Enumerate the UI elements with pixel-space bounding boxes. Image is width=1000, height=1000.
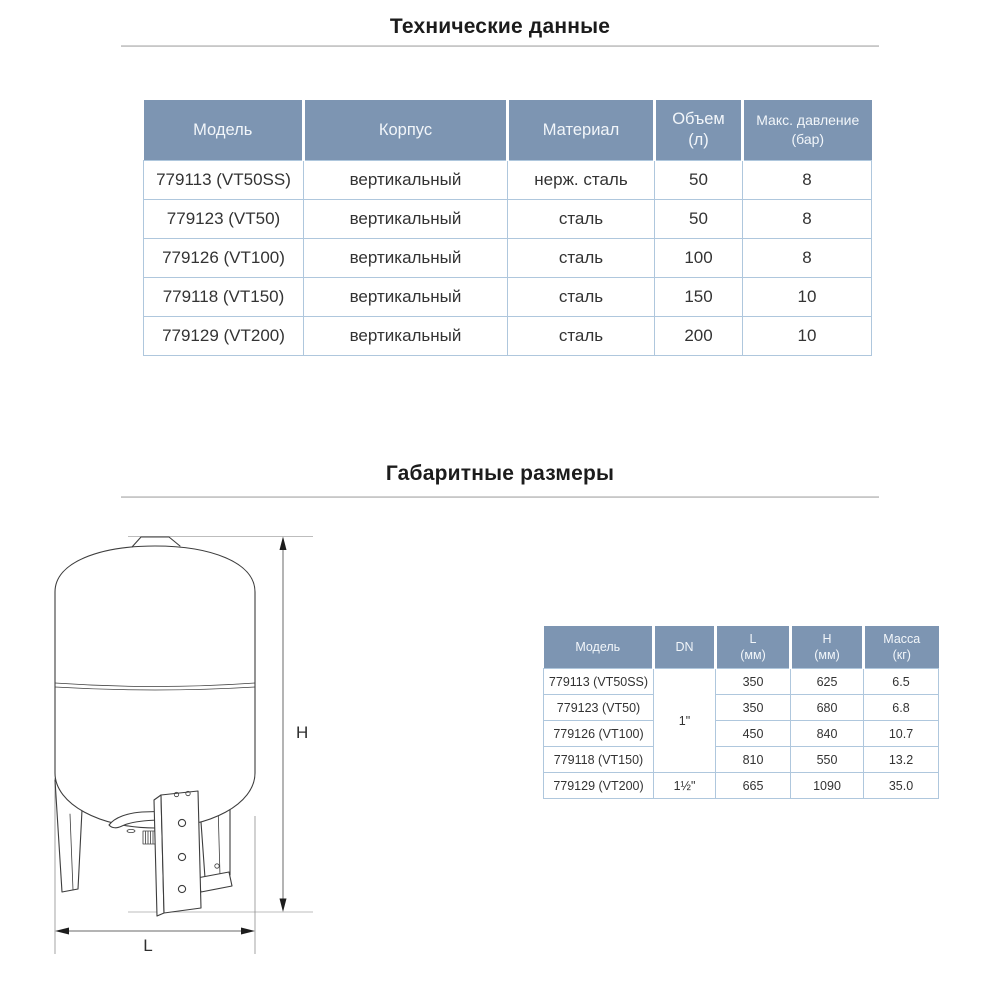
tech-section-divider xyxy=(121,45,879,47)
dim-model-cell: 779113 (VT50SS) xyxy=(544,669,654,695)
dim-h-cell: 550 xyxy=(791,747,864,773)
dim-table-header-cell: H (мм) xyxy=(791,626,864,669)
dim-mass-cell: 6.5 xyxy=(864,669,939,695)
dim-model-cell: 779126 (VT100) xyxy=(544,721,654,747)
tech-volume-cell: 50 xyxy=(655,161,743,200)
tech-pressure-cell: 8 xyxy=(743,161,872,200)
tech-model-cell: 779129 (VT200) xyxy=(144,317,304,356)
tech-material-cell: сталь xyxy=(508,200,655,239)
tech-data-table xyxy=(143,100,872,356)
dim-model-cell: 779118 (VT150) xyxy=(544,747,654,773)
dim-l-cell: 810 xyxy=(716,747,791,773)
tech-body-cell: вертикальный xyxy=(304,239,508,278)
l-dimension xyxy=(55,928,255,956)
tech-table-row xyxy=(144,161,872,200)
tech-model-cell: 779126 (VT100) xyxy=(144,239,304,278)
dim-table-header-cell: Модель xyxy=(544,626,654,669)
dim-h-cell: 1090 xyxy=(791,773,864,799)
l-dimension-label: L xyxy=(143,936,153,955)
tech-material-cell: нерж. сталь xyxy=(508,161,655,200)
tech-table-header-cell: Материал xyxy=(508,100,655,161)
dim-h-cell: 840 xyxy=(791,721,864,747)
dim-l-cell: 350 xyxy=(716,669,791,695)
tech-volume-cell: 200 xyxy=(655,317,743,356)
dim-table-row xyxy=(544,747,939,773)
tech-volume-cell: 100 xyxy=(655,239,743,278)
dim-table-header-cell: L (мм) xyxy=(716,626,791,669)
tech-body-cell: вертикальный xyxy=(304,200,508,239)
dim-table-row xyxy=(544,669,939,695)
tank-outline xyxy=(55,546,255,828)
dim-table-header-cell: DN xyxy=(654,626,716,669)
tech-table-header-cell: Модель xyxy=(144,100,304,161)
tech-model-cell: 779118 (VT150) xyxy=(144,278,304,317)
tech-pressure-cell: 10 xyxy=(743,317,872,356)
dim-l-cell: 665 xyxy=(716,773,791,799)
tech-pressure-cell: 10 xyxy=(743,278,872,317)
dim-dn-cell: 1" xyxy=(654,669,716,773)
tech-table-header-cell: Макс. давление (бар) xyxy=(743,100,872,161)
right-leg-foot xyxy=(197,872,232,892)
dim-table-row xyxy=(544,721,939,747)
tech-volume-cell: 50 xyxy=(655,200,743,239)
dim-l-cell: 350 xyxy=(716,695,791,721)
tech-body-cell: вертикальный xyxy=(304,278,508,317)
dim-model-cell: 779123 (VT50) xyxy=(544,695,654,721)
tech-material-cell: сталь xyxy=(508,239,655,278)
dim-mass-cell: 13.2 xyxy=(864,747,939,773)
dim-table-row xyxy=(544,773,939,799)
tech-table-row xyxy=(144,200,872,239)
dim-mass-cell: 10.7 xyxy=(864,721,939,747)
dim-mass-cell: 6.8 xyxy=(864,695,939,721)
dim-table-row xyxy=(544,695,939,721)
tech-body-cell: вертикальный xyxy=(304,161,508,200)
dims-section-divider xyxy=(121,496,879,498)
tech-body-cell: вертикальный xyxy=(304,317,508,356)
dims-section-title: Габаритные размеры xyxy=(385,462,615,485)
tech-table-row xyxy=(144,317,872,356)
dim-h-cell: 680 xyxy=(791,695,864,721)
tech-material-cell: сталь xyxy=(508,317,655,356)
tech-table-row xyxy=(144,278,872,317)
dimensions-table xyxy=(543,626,939,799)
mounting-bracket xyxy=(154,791,201,916)
h-dimension-label: H xyxy=(296,723,309,742)
tech-table-row xyxy=(144,239,872,278)
tech-model-cell: 779113 (VT50SS) xyxy=(144,161,304,200)
tech-pressure-cell: 8 xyxy=(743,200,872,239)
tech-table-header-row xyxy=(144,100,872,161)
tech-pressure-cell: 8 xyxy=(743,239,872,278)
dim-dn-cell: 1½" xyxy=(654,773,716,799)
tech-table-header-cell: Корпус xyxy=(304,100,508,161)
dim-mass-cell: 35.0 xyxy=(864,773,939,799)
dim-table-header-cell: Масса (кг) xyxy=(864,626,939,669)
dim-l-cell: 450 xyxy=(716,721,791,747)
tech-material-cell: сталь xyxy=(508,278,655,317)
tech-table-header-cell: Объем (л) xyxy=(655,100,743,161)
tech-model-cell: 779123 (VT50) xyxy=(144,200,304,239)
tech-volume-cell: 150 xyxy=(655,278,743,317)
tech-section-title: Технические данные xyxy=(389,15,611,38)
dim-h-cell: 625 xyxy=(791,669,864,695)
h-dimension xyxy=(280,537,309,913)
dim-table-header-row xyxy=(544,626,939,669)
dim-model-cell: 779129 (VT200) xyxy=(544,773,654,799)
tank-dimension-drawing xyxy=(30,520,320,980)
